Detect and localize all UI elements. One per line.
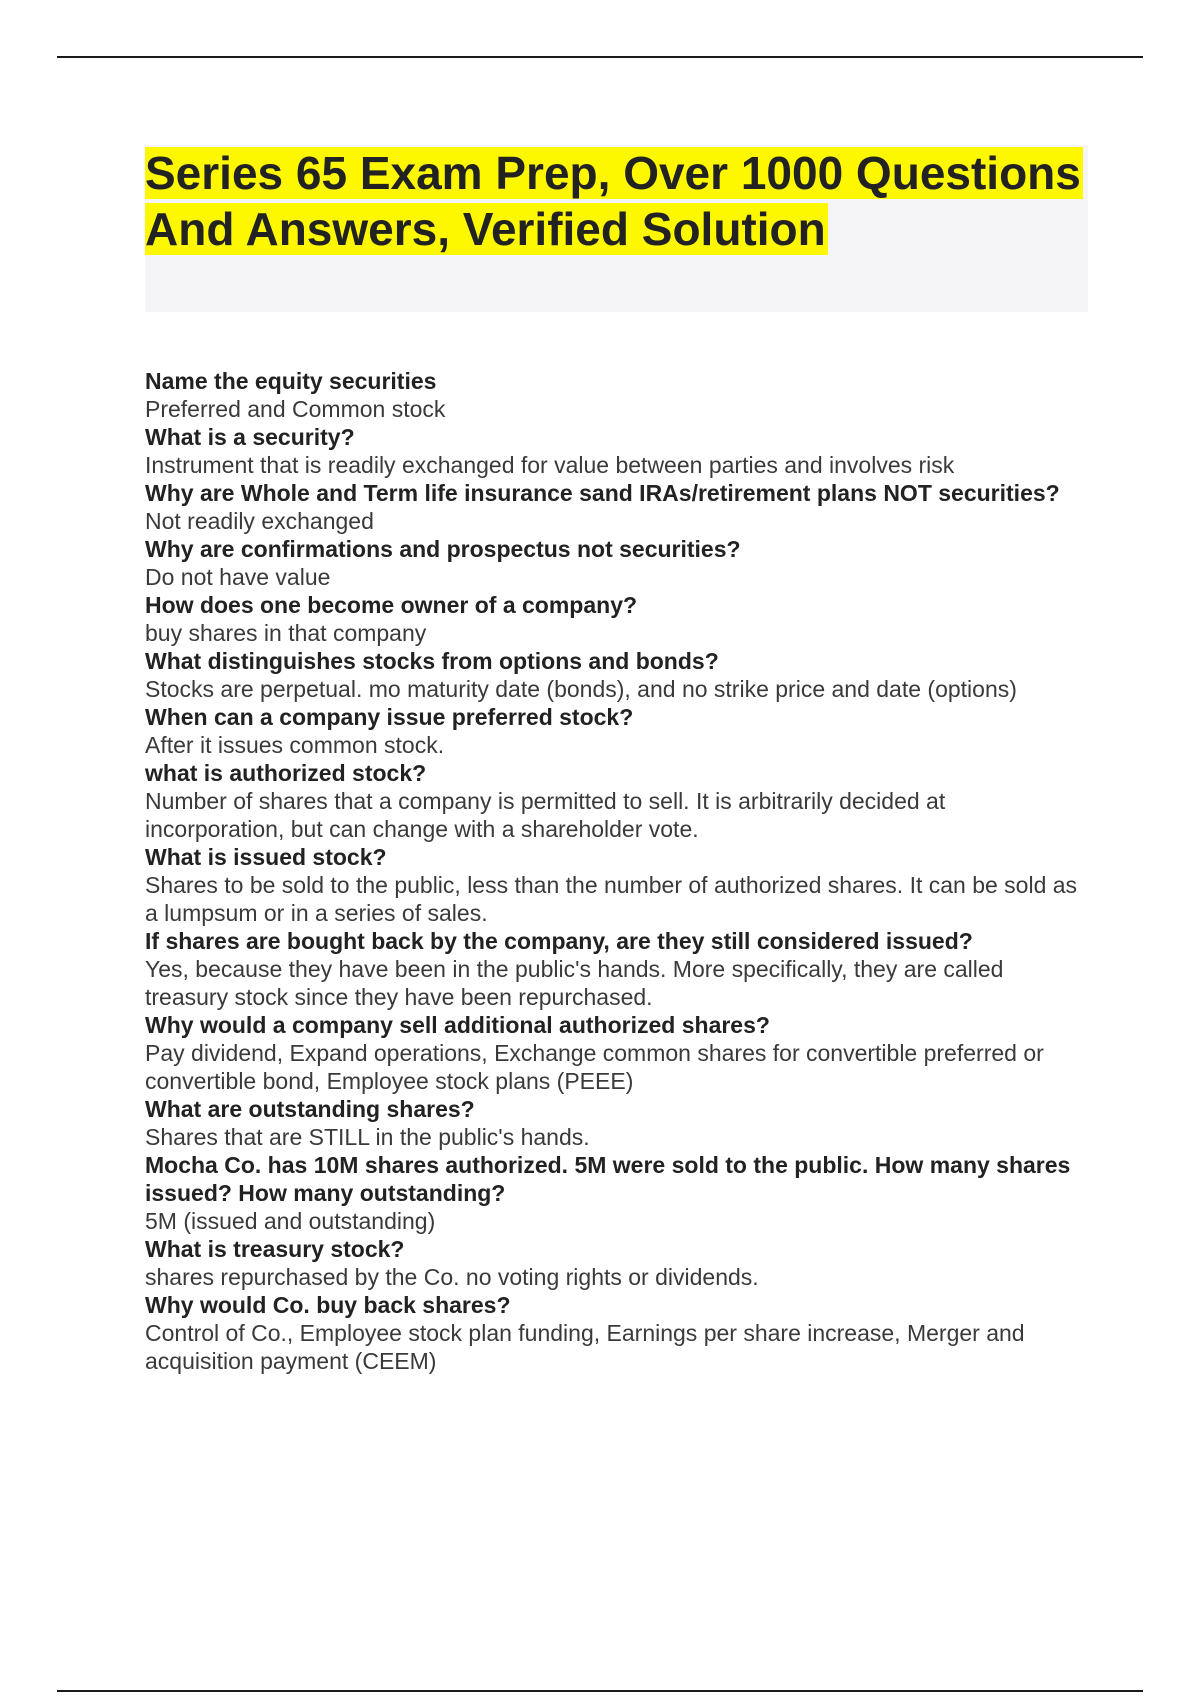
answer: Preferred and Common stock [145,396,446,422]
answer: buy shares in that company [145,620,427,646]
question: When can a company issue preferred stock? [145,704,634,730]
qa-item [145,1235,1085,1291]
qa-item [145,367,1085,423]
answer: Stocks are perpetual. mo maturity date (bonds), and no strike price and date (options) [145,676,1017,702]
qa-item [145,927,1085,1011]
qa-item [145,535,1085,591]
qa-item [145,423,1085,479]
question: Mocha Co. has 10M shares authorized. 5M were sold to the public. How many shares issued? How many outstanding? [145,1152,1071,1206]
qa-item [145,1151,1085,1235]
answer: Instrument that is readily exchanged for value between parties and involves risk [145,452,955,478]
qa-item [145,759,1085,843]
question: Why would Co. buy back shares? [145,1292,511,1318]
title-block [145,145,1088,312]
answer: Yes, because they have been in the public's hands. More specifically, they are called treasury stock since they have been repurchased. [145,956,1004,1010]
question: Name the equity securities [145,368,437,394]
qa-item [145,479,1085,535]
answer: Number of shares that a company is permitted to sell. It is arbitrarily decided at incorporation, but can change with a shareholder vote. [145,788,946,842]
qa-item [145,1095,1085,1151]
question: How does one become owner of a company? [145,592,638,618]
title-highlight: Series 65 Exam Prep, Over 1000 Questions And Answers, Verified Solution [145,147,1081,255]
question: Why are Whole and Term life insurance sand IRAs/retirement plans NOT securities? [145,480,1060,506]
qa-item [145,591,1085,647]
document-title [145,145,1088,257]
question: What is treasury stock? [145,1236,405,1262]
qa-list [145,367,1085,1375]
answer: Shares to be sold to the public, less than the number of authorized shares. It can be sold as a lumpsum or in a series of sales. [145,872,1078,926]
question: What are outstanding shares? [145,1096,475,1122]
question: Why are confirmations and prospectus not securities? [145,536,741,562]
question: What is a security? [145,424,355,450]
answer: Pay dividend, Expand operations, Exchange common shares for convertible preferred or convertible bond, Employee stock plans (PEEE) [145,1040,1044,1094]
qa-item [145,647,1085,703]
question: Why would a company sell additional authorized shares? [145,1012,770,1038]
answer: Do not have value [145,564,331,590]
question: What is issued stock? [145,844,387,870]
answer: shares repurchased by the Co. no voting rights or dividends. [145,1264,759,1290]
qa-item [145,703,1085,759]
answer: After it issues common stock. [145,732,445,758]
answer: Shares that are STILL in the public's hands. [145,1124,590,1150]
answer: Control of Co., Employee stock plan funding, Earnings per share increase, Merger and acquisition payment (CEEM) [145,1320,1025,1374]
top-rule [57,56,1143,58]
question: what is authorized stock? [145,760,427,786]
question: What distinguishes stocks from options and bonds? [145,648,719,674]
qa-item [145,1291,1085,1375]
qa-item [145,1011,1085,1095]
question: If shares are bought back by the company, are they still considered issued? [145,928,973,954]
bottom-rule [57,1690,1143,1692]
answer: 5M (issued and outstanding) [145,1208,436,1234]
qa-item [145,843,1085,927]
answer: Not readily exchanged [145,508,374,534]
